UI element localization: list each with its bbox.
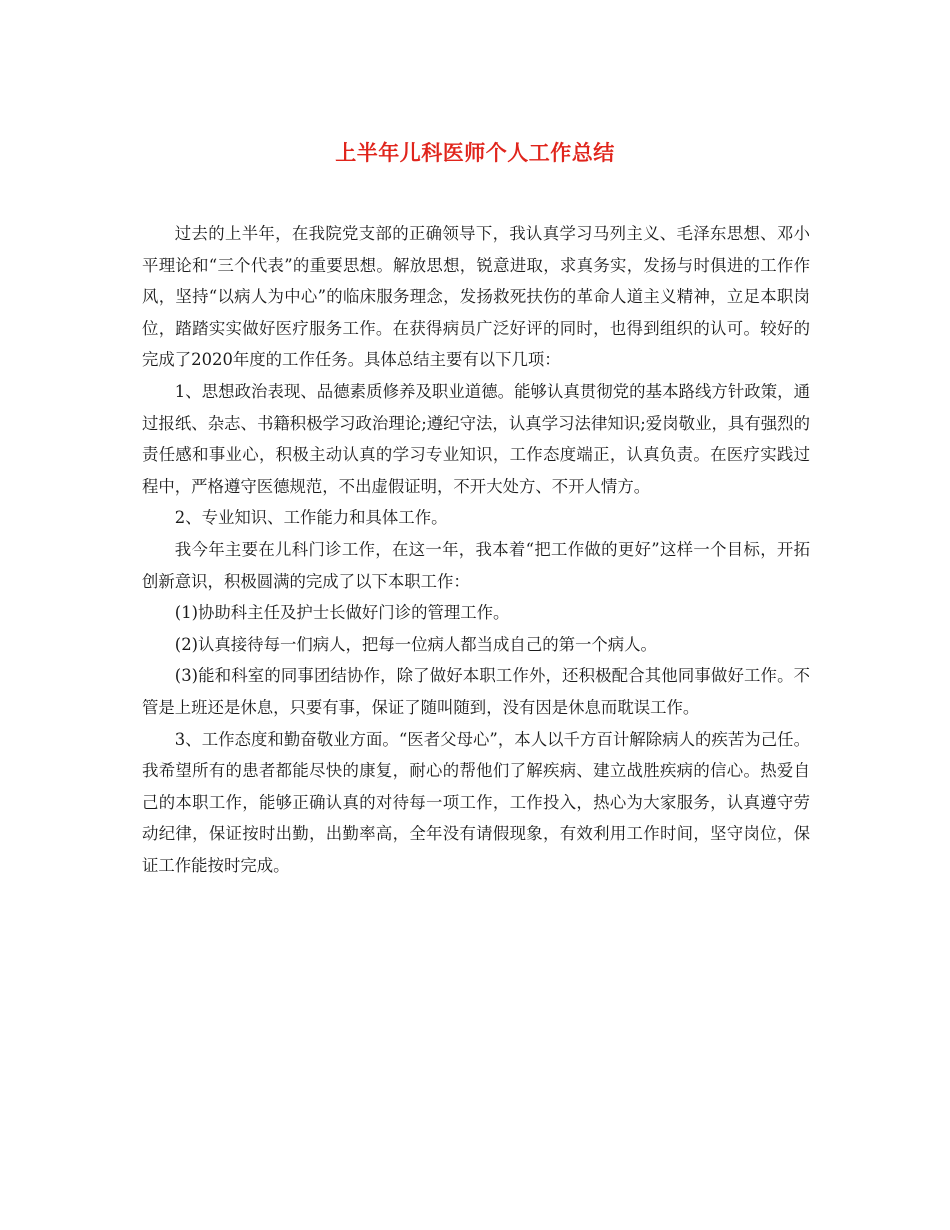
paragraph-item-3: (3)能和科室的同事团结协作，除了做好本职工作外，还积极配合其他同事做好工作。不管是上班还是休息，只要有事，保证了随叫随到，没有因是休息而耽误工作。 (142, 666, 810, 717)
paragraph-section-2-intro: 我今年主要在儿科门诊工作，在这一年，我本着“把工作做的更好”这样一个目标，开拓创新意识，积极圆满的完成了以下本职工作： (142, 539, 810, 591)
paragraph-section-1: 1、思想政治表现、品德素质修养及职业道德。能够认真贯彻党的基本路线方针政策，通过报纸、杂志、书籍积极学习政治理论;遵纪守法，认真学习法律知识;爱岗敬业，具有强烈的责任感和事业心，积极主动认真的学习专业知识，工作态度端正，认真负责。在医疗实践过程中，严格遵守医德规范，不出虚假证明，不开大处方、不开人情方。 (142, 381, 810, 496)
paragraph-section-2-heading: 2、专业知识、工作能力和具体工作。 (174, 508, 448, 528)
document-title: 上半年儿科医师个人工作总结 (335, 140, 615, 165)
paragraph-section-3: 3、工作态度和勤奋敬业方面。“医者父母心”，本人以千方百计解除病人的疾苦为己任。我希望所有的患者都能尽快的康复，耐心的帮他们了解疾病、建立战胜疾病的信心。热爱自己的本职工作，能够正确认真的对待每一项工作，工作投入，热心为大家服务，认真遵守劳动纪律，保证按时出勤，出勤率高，全年没有请假现象，有效利用工作时间，坚守岗位，保证工作能按时完成。 (142, 729, 810, 875)
paragraph-item-2: (2)认真接待每一们病人，把每一位病人都当成自己的第一个病人。 (174, 634, 657, 654)
document-body (142, 218, 810, 881)
paragraph-intro: 过去的上半年，在我院党支部的正确领导下，我认真学习马列主义、毛泽东思想、邓小平理论和“三个代表”的重要思想。解放思想，锐意进取，求真务实，发扬与时俱进的工作作风，坚持“以病人为中心”的临床服务理念，发扬救死扶伤的革命人道主义精神，立足本职岗位，踏踏实实做好医疗服务工作。在获得病员广泛好评的同时，也得到组织的认可。较好的完成了2020年度的工作任务。具体总结主要有以下几项： (142, 224, 810, 370)
paragraph-item-1: (1)协助科主任及护士长做好门诊的管理工作。 (174, 603, 510, 623)
